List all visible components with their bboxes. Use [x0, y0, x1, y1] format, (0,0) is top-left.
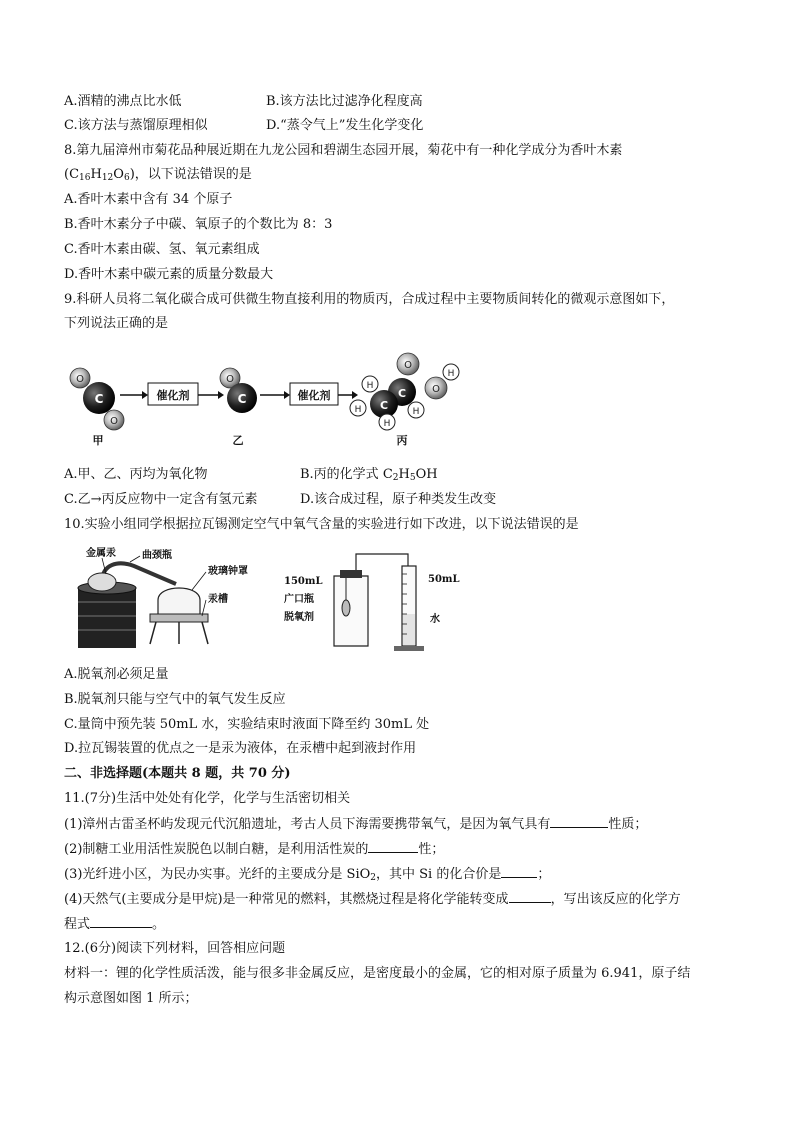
svg-text:H: H	[447, 369, 455, 379]
q8-option-c: C.香叶木素由碳、氢、氧元素组成	[64, 242, 260, 257]
answer-blank[interactable]	[501, 866, 537, 878]
label-50ml: 50mL	[428, 574, 460, 585]
q8-option-d: D.香叶木素中碳元素的质量分数最大	[64, 267, 274, 282]
furnace	[78, 588, 136, 648]
svg-text:C: C	[379, 399, 389, 412]
q11-part-1: (1)漳州古雷圣杯屿发现元代沉船遗址，考古人员下海需要携带氧气，是因为氧气具有 性质；	[64, 817, 648, 832]
svg-text:C: C	[94, 392, 104, 406]
q12-material-1-line2: 构示意图如图 1 所示；	[64, 991, 198, 1006]
arrow-head-icon	[142, 391, 148, 399]
connecting-tube	[356, 554, 408, 570]
q12-material-1-line1: 材料一：锂的化学性质活泼，能与很多非金属反应，是密度最小的金属，它的相对原子质量为 6.941，原子结	[64, 966, 691, 981]
answer-blank[interactable]	[90, 916, 152, 928]
label-jia: 甲	[92, 434, 104, 447]
co2-molecule	[70, 368, 124, 430]
mercury-trough	[150, 614, 208, 622]
q9-molecule-diagram	[62, 348, 482, 452]
svg-text:H: H	[383, 419, 391, 429]
q10-option-b: B.脱氧剂只能与空气中的氧气发生反应	[64, 692, 286, 707]
measuring-cylinder	[394, 566, 424, 651]
label-yi: 乙	[232, 434, 244, 447]
q11-stem: 11.(7分)生活中处处有化学，化学与生活密切相关	[64, 791, 351, 806]
q9-option-c: C.乙→丙反应物中一定含有氢元素	[64, 492, 258, 507]
deoxidizer-bag	[342, 600, 350, 616]
q7-option-a: A.酒精的沸点比水低	[64, 94, 182, 109]
answer-blank[interactable]	[550, 816, 608, 828]
svg-text:C: C	[397, 387, 407, 400]
svg-text:C: C	[237, 392, 247, 406]
q9-option-b: B.丙的化学式 $C_2H_5OH$	[300, 467, 438, 483]
bell-jar	[158, 588, 200, 616]
retort-flask	[88, 573, 116, 591]
label-water: 水	[430, 614, 440, 625]
label-metal-mercury: 金属汞	[86, 548, 116, 559]
q9-stem-line1: 9.科研人员将二氧化碳合成可供微生物直接利用的物质丙，合成过程中主要物质间转化的微观示意图如下，	[64, 292, 675, 307]
section-2-title: 二、非选择题(本题共 8 题，共 70 分)	[64, 766, 291, 781]
arrow-head-icon	[352, 391, 358, 399]
label-trough: 汞槽	[208, 594, 228, 605]
q10-option-c: C.量筒中预先装 50mL 水，实验结束时液面下降至约 30mL 处	[64, 717, 430, 732]
lavoisier-apparatus	[78, 563, 208, 648]
q8-stem-line2: $(C_{16}H_{12}O_6)$，以下说法错误的是	[64, 167, 252, 183]
q8-stem-line1: 8.第九届漳州市菊花品种展近期在九龙公园和碧湖生态园开展，菊花中有一种化学成分为香叶木素	[64, 143, 623, 158]
label-wide-bottle: 广口瓶	[284, 594, 314, 605]
svg-text:催化剂: 催化剂	[297, 389, 331, 402]
co-molecule	[220, 368, 257, 413]
q11-part-4: (4)天然气(主要成分是甲烷)是一种常见的燃料，其燃烧过程是将化学能转变成 ，写出该反应的化学方	[64, 892, 681, 907]
q7-option-d: D.“蒸令气上”发生化学变化	[266, 118, 424, 133]
q10-option-d: D.拉瓦锡装置的优点之一是汞为液体，在汞槽中起到液封作用	[64, 741, 417, 756]
svg-text:催化剂: 催化剂	[156, 389, 190, 402]
q9-stem-line2: 下列说法正确的是	[64, 316, 169, 331]
bottle-stopper	[340, 570, 362, 578]
q10-option-a: A.脱氧剂必须足量	[64, 667, 169, 682]
answer-blank[interactable]	[368, 841, 418, 853]
label-retort: 曲颈瓶	[142, 550, 172, 561]
label-150ml: 150mL	[284, 576, 323, 587]
label-deoxidizer: 脱氧剂	[284, 612, 314, 623]
q9-option-d: D.该合成过程，原子种类发生改变	[300, 492, 497, 507]
q11-part-3: (3)光纤进小区，为民办实事。光纤的主要成分是 SiO$_2$，其中 Si 的化合价是 ；	[64, 867, 551, 883]
ethanol-molecule	[350, 353, 459, 430]
svg-text:H: H	[412, 407, 420, 417]
q7-option-b: B.该方法比过滤净化程度高	[266, 94, 423, 109]
svg-text:O: O	[76, 374, 84, 385]
q12-stem: 12.(6分)阅读下列材料，回答相应问题	[64, 941, 286, 956]
svg-text:H: H	[366, 381, 374, 391]
q8-option-a: A.香叶木素中含有 34 个原子	[64, 192, 233, 207]
arrow-head-icon	[284, 391, 290, 399]
q10-apparatus-diagram	[72, 544, 482, 656]
q7-option-c: C.该方法与蒸馏原理相似	[64, 118, 208, 133]
q11-part-2: (2)制糖工业用活性炭脱色以制白糖，是利用活性炭的 性；	[64, 842, 445, 857]
svg-text:O: O	[432, 384, 440, 395]
label-bing: 丙	[396, 434, 408, 447]
q8-option-b: B.香叶木素分子中碳、氧原子的个数比为 8：3	[64, 217, 333, 232]
svg-text:O: O	[110, 416, 118, 427]
q9-option-a: A.甲、乙、丙均为氧化物	[64, 467, 208, 482]
wide-mouth-bottle	[334, 570, 368, 646]
svg-text:O: O	[226, 374, 234, 385]
svg-text:H: H	[354, 405, 362, 415]
q11-part-4-line2: 程式 。	[64, 917, 166, 932]
arrow-head-icon	[218, 391, 224, 399]
answer-blank[interactable]	[509, 891, 551, 903]
label-bell-jar: 玻璃钟罩	[208, 566, 248, 577]
svg-text:O: O	[404, 360, 412, 371]
q10-stem: 10.实验小组同学根据拉瓦锡测定空气中氧气含量的实验进行如下改进，以下说法错误的是	[64, 517, 579, 532]
